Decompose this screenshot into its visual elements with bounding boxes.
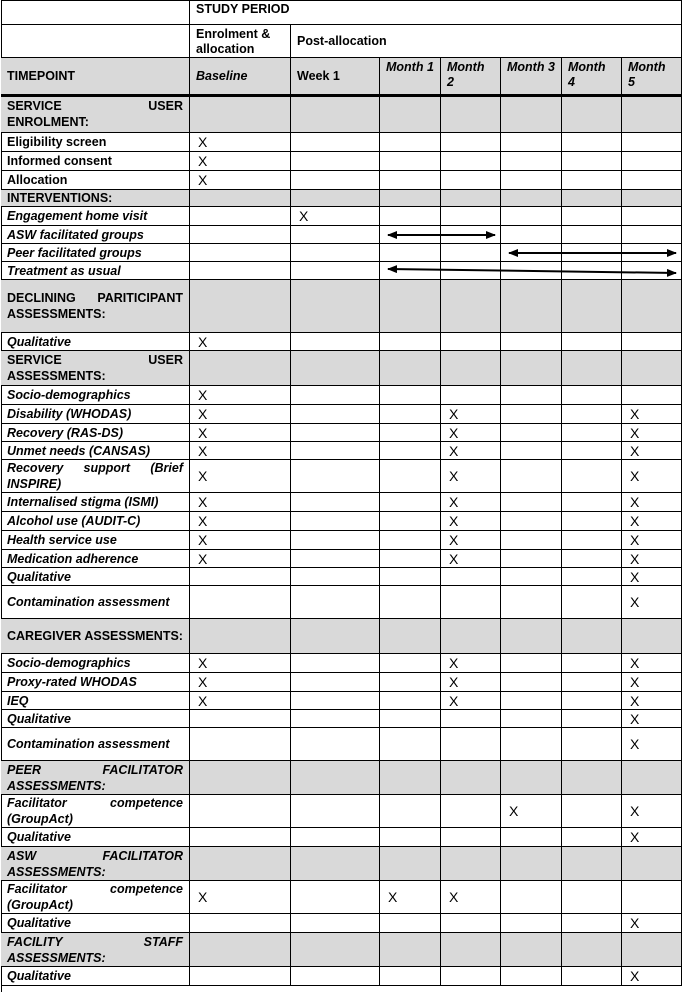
column-label: Month 4 <box>568 60 606 89</box>
enrolment-label: Enrolment & allocation <box>196 27 271 56</box>
row-label: Facilitator competence (GroupAct) <box>7 882 183 912</box>
x-mark: X <box>449 532 459 548</box>
x-mark: X <box>630 494 640 510</box>
row-label: IEQ <box>7 693 29 708</box>
row-label: Allocation <box>7 173 68 187</box>
x-mark: X <box>630 803 640 819</box>
x-mark: X <box>630 406 640 422</box>
x-mark: X <box>630 594 640 610</box>
x-mark: X <box>630 915 640 931</box>
x-mark: X <box>198 692 208 709</box>
x-mark: X <box>198 406 208 422</box>
row-label: Qualitative <box>7 830 71 844</box>
x-mark: X <box>630 442 640 459</box>
x-mark: X <box>198 550 208 567</box>
x-mark: X <box>299 208 309 224</box>
x-mark: X <box>449 550 459 567</box>
x-mark: X <box>449 655 459 671</box>
x-mark: X <box>449 442 459 459</box>
x-mark: X <box>630 655 640 671</box>
x-mark: X <box>630 424 640 441</box>
row-label: Qualitative <box>7 334 71 349</box>
row-label: Facilitator competence (GroupAct) <box>7 796 183 826</box>
timepoint-label: TIMEPOINT <box>7 68 76 83</box>
section-title: INTERVENTIONS: <box>7 191 113 205</box>
duration-arrows <box>1 0 682 992</box>
x-mark: X <box>630 468 640 484</box>
x-mark: X <box>630 550 640 567</box>
x-mark: X <box>198 513 208 529</box>
row-label: Alcohol use (AUDIT-C) <box>7 514 141 528</box>
section-title: DECLINING PARITICIPANT ASSESSMENTS: <box>7 291 183 321</box>
x-mark: X <box>630 674 640 690</box>
x-mark: X <box>198 442 208 459</box>
x-mark: X <box>449 424 459 441</box>
row-label: Internalised stigma (ISMI) <box>7 495 159 509</box>
x-mark: X <box>449 406 459 422</box>
x-mark: X <box>449 889 459 905</box>
row-label: Peer facilitated groups <box>7 245 142 260</box>
x-mark: X <box>198 387 208 403</box>
x-mark: X <box>198 172 208 188</box>
row-label: Contamination assessment <box>7 737 170 751</box>
x-mark: X <box>630 736 640 752</box>
row-label: Engagement home visit <box>7 209 148 223</box>
x-mark: X <box>449 494 459 510</box>
row-label: Qualitative <box>7 711 71 726</box>
x-mark: X <box>630 692 640 709</box>
x-mark: X <box>630 968 640 984</box>
row-label: Proxy-rated WHODAS <box>7 675 137 689</box>
column-label: Month 2 <box>447 60 485 89</box>
schedule-table <box>1 0 682 992</box>
x-mark: X <box>198 424 208 441</box>
x-mark: X <box>630 532 640 548</box>
x-mark: X <box>388 889 398 905</box>
column-label: Week 1 <box>297 68 340 83</box>
x-mark: X <box>449 692 459 709</box>
x-mark: X <box>198 889 208 905</box>
row-label: Recovery support (Brief INSPIRE) <box>7 461 183 491</box>
row-label: Recovery (RAS-DS) <box>7 425 124 440</box>
column-label: Month 3 <box>507 60 555 74</box>
duration-arrow <box>388 269 676 273</box>
row-label: Contamination assessment <box>7 595 170 609</box>
row-label: Qualitative <box>7 916 71 930</box>
x-mark: X <box>198 494 208 510</box>
x-mark: X <box>630 513 640 529</box>
row-label: Health service use <box>7 533 117 547</box>
x-mark: X <box>630 710 640 727</box>
x-mark: X <box>449 674 459 690</box>
row-label: Socio-demographics <box>7 388 131 402</box>
x-mark: X <box>198 333 208 350</box>
row-label: Qualitative <box>7 569 71 584</box>
row-label: Medication adherence <box>7 551 139 566</box>
section-title: ASW FACILITATOR ASSESSMENTS: <box>7 848 183 879</box>
row-label: Unmet needs (CANSAS) <box>7 443 151 458</box>
section-title: FACILITY STAFF ASSESSMENTS: <box>7 934 183 965</box>
x-mark: X <box>198 468 208 484</box>
row-label: Treatment as usual <box>7 263 121 278</box>
section-title: SERVICE USER ENROLMENT: <box>7 99 183 129</box>
x-mark: X <box>198 674 208 690</box>
column-label: Month 1 <box>386 60 434 74</box>
x-mark: X <box>630 568 640 585</box>
x-mark: X <box>630 829 640 845</box>
row-label: ASW facilitated groups <box>7 227 144 242</box>
column-label: Baseline <box>196 68 248 83</box>
row-label: Eligibility screen <box>7 135 107 149</box>
row-label: Disability (WHODAS) <box>7 407 132 421</box>
x-mark: X <box>449 513 459 529</box>
x-mark: X <box>198 153 208 169</box>
x-mark: X <box>198 134 208 150</box>
section-title: CAREGIVER ASSESSMENTS: <box>7 629 183 643</box>
column-label: Month 5 <box>628 60 666 89</box>
row-label: Qualitative <box>7 969 71 983</box>
row-label: Socio-demographics <box>7 656 131 670</box>
x-mark: X <box>509 803 519 819</box>
section-title: SERVICE USER ASSESSMENTS: <box>7 353 183 383</box>
section-title: PEER FACILITATOR ASSESSMENTS: <box>7 762 183 793</box>
x-mark: X <box>449 468 459 484</box>
x-mark: X <box>198 532 208 548</box>
post-allocation-label: Post-allocation <box>297 34 387 48</box>
study-period-label: STUDY PERIOD <box>196 2 290 16</box>
x-mark: X <box>198 655 208 671</box>
row-label: Informed consent <box>7 154 112 168</box>
